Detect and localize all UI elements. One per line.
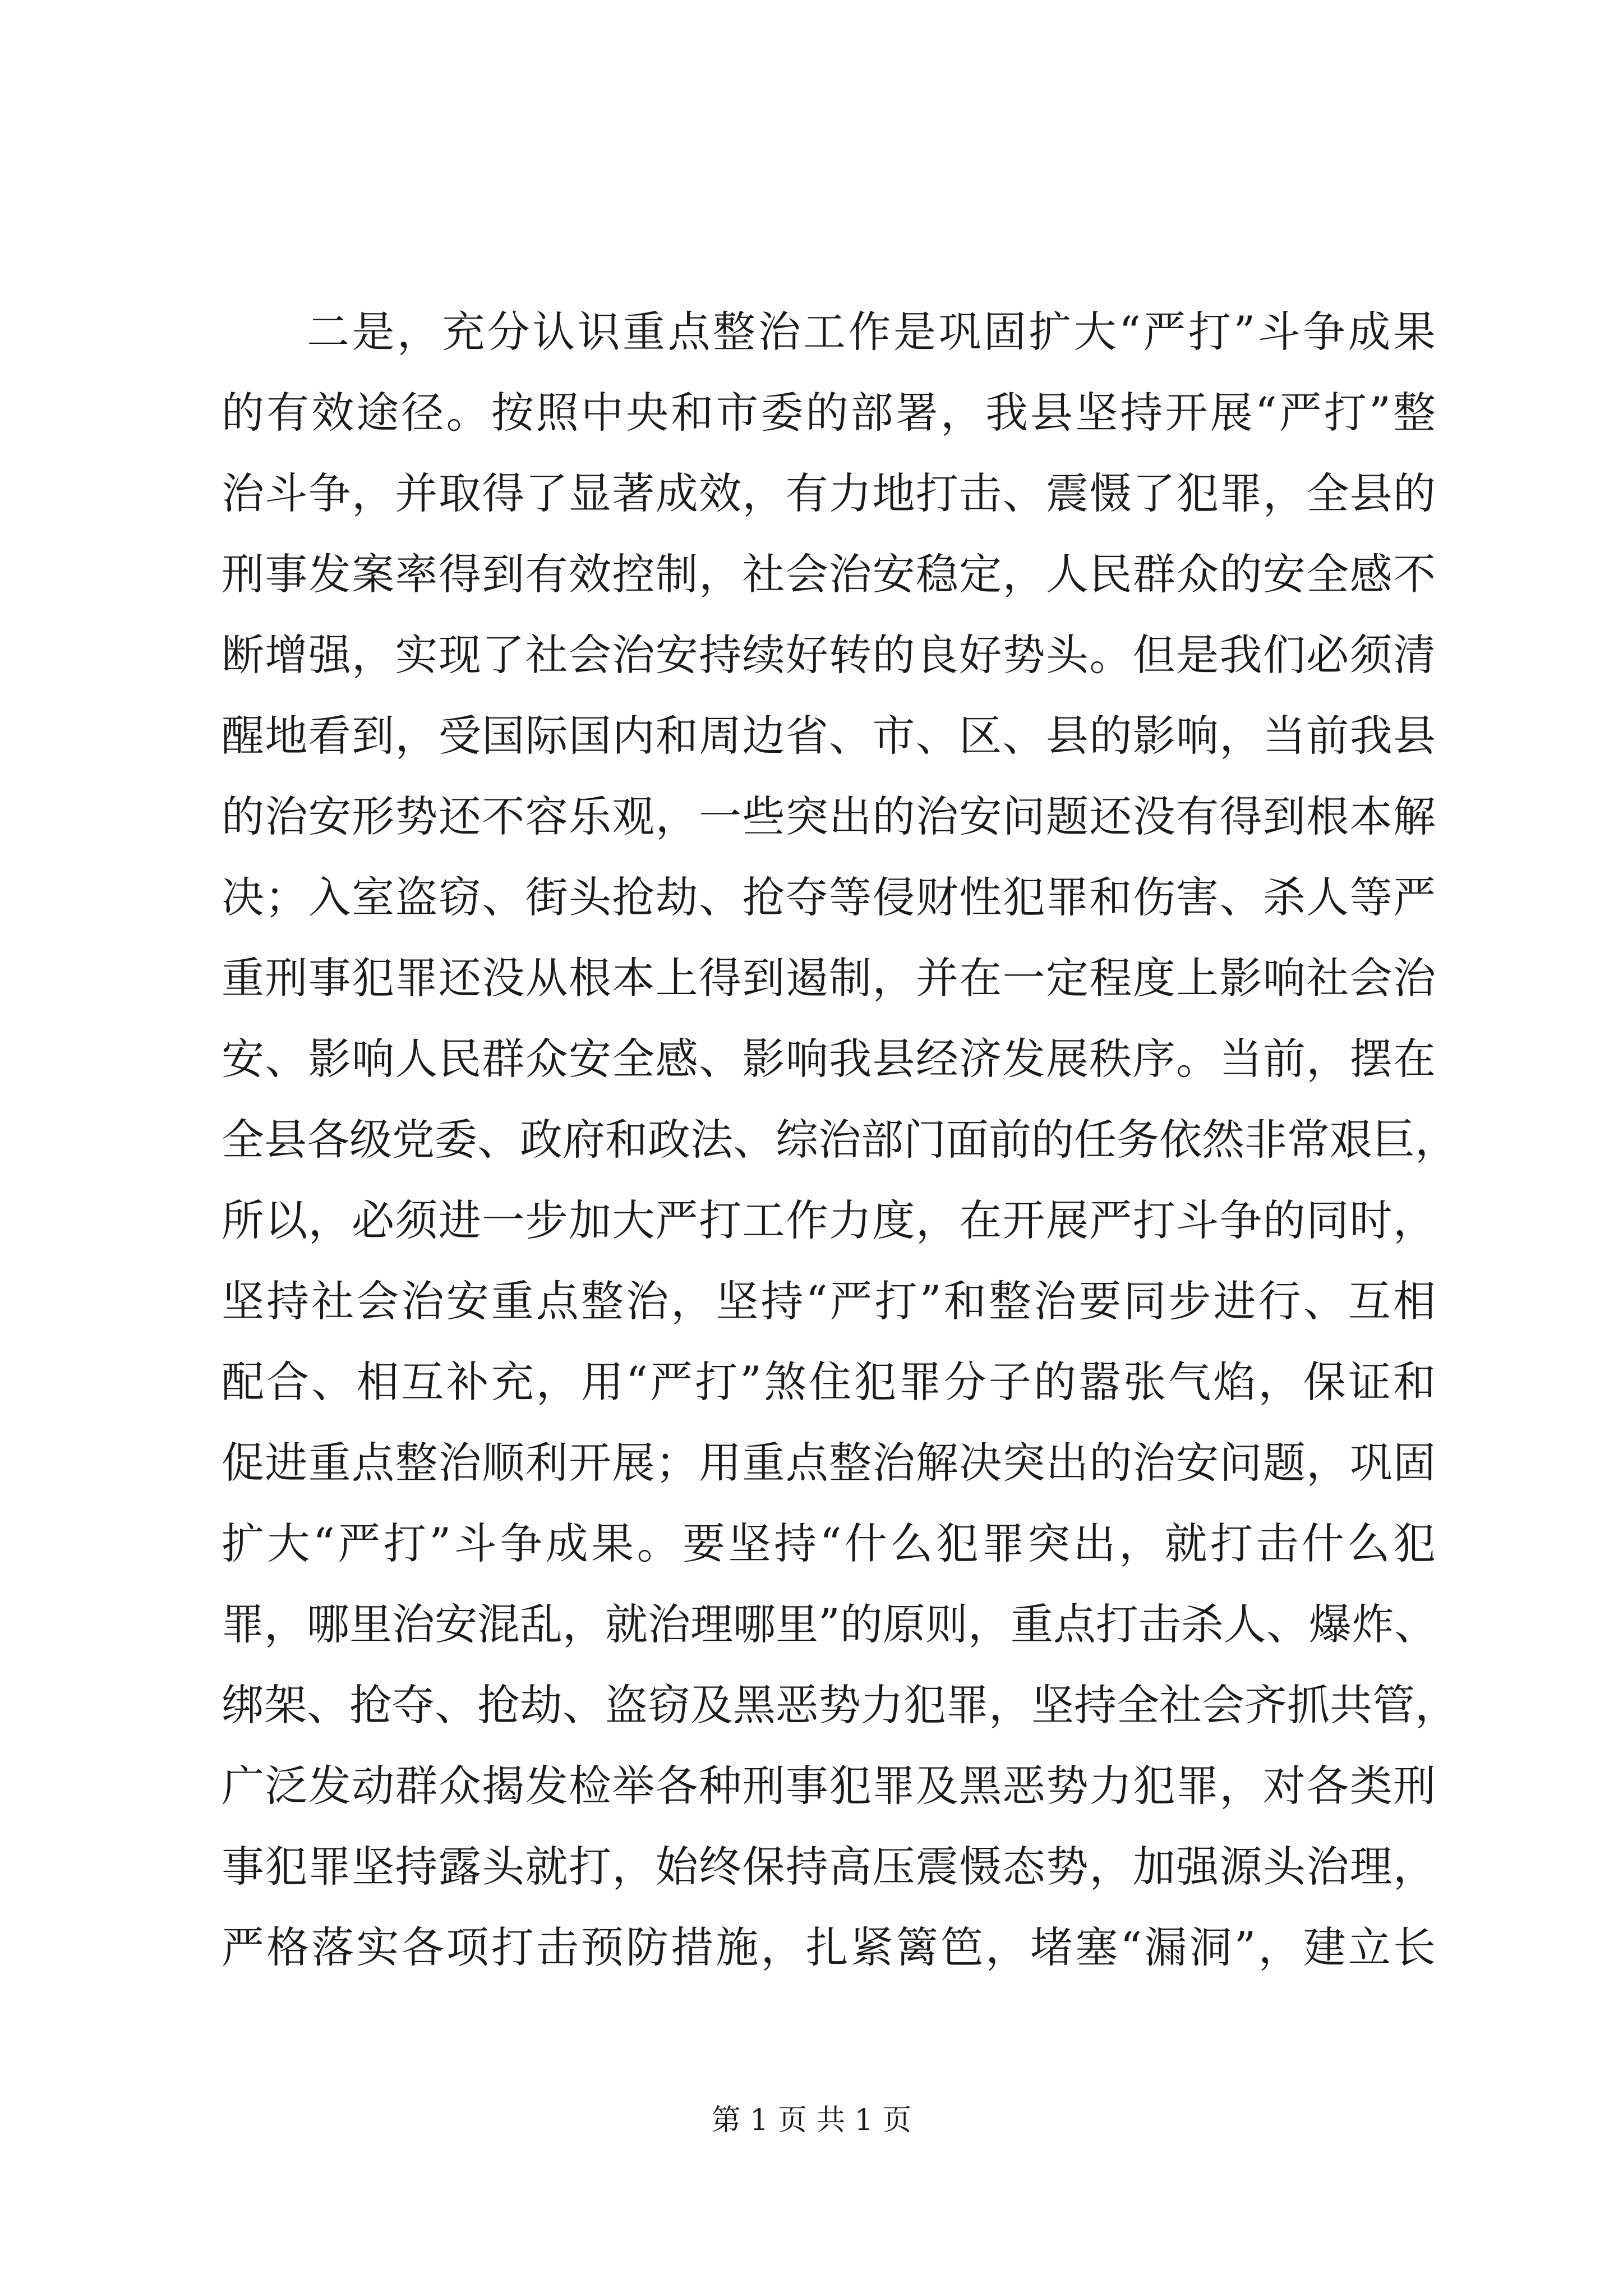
- paragraph-line: 扩大“严打”斗争成果。要坚持“什么犯罪突出，就打击什么犯: [222, 1519, 1436, 1568]
- paragraph-line: 全县各级党委、政府和政法、综治部门面前的任务依然非常艰巨，: [222, 1115, 1458, 1165]
- body-paragraph: [222, 292, 1458, 1988]
- paragraph-line: 刑事发案率得到有效控制，社会治安稳定，人民群众的安全感不: [222, 549, 1436, 599]
- paragraph-line: 所以，必须进一步加大严打工作力度，在开展严打斗争的同时，: [222, 1195, 1436, 1245]
- paragraph-line: 断增强，实现了社会治安持续好转的良好势头。但是我们必须清: [222, 630, 1436, 680]
- paragraph-line: 绑架、抢夺、抢劫、盗窃及黑恶势力犯罪，坚持全社会齐抓共管，: [222, 1680, 1458, 1730]
- paragraph-line: 配合、相互补充，用“严打”煞住犯罪分子的嚣张气焰，保证和: [222, 1357, 1436, 1407]
- paragraph-line: 决；入室盗窃、街头抢劫、抢夺等侵财性犯罪和伤害、杀人等严: [222, 872, 1436, 922]
- paragraph-line: 的治安形势还不容乐观，一些突出的治安问题还没有得到根本解: [222, 792, 1436, 841]
- paragraph-line: 重刑事犯罪还没从根本上得到遏制，并在一定程度上影响社会治: [222, 953, 1436, 1003]
- paragraph-line: 广泛发动群众揭发检举各种刑事犯罪及黑恶势力犯罪，对各类刑: [222, 1761, 1436, 1811]
- paragraph-line: 治斗争，并取得了显著成效，有力地打击、震慑了犯罪，全县的: [222, 468, 1436, 518]
- paragraph-line: 事犯罪坚持露头就打，始终保持高压震慑态势，加强源头治理，: [222, 1842, 1436, 1892]
- page-footer: 第 1 页 共 1 页: [711, 2104, 912, 2137]
- paragraph-line: 促进重点整治顺利开展；用重点整治解决突出的治安问题，巩固: [222, 1438, 1436, 1488]
- paragraph-line: 的有效途径。按照中央和市委的部署，我县坚持开展“严打”整: [222, 388, 1436, 438]
- paragraph-line: 醒地看到，受国际国内和周边省、市、区、县的影响，当前我县: [222, 711, 1436, 761]
- paragraph-line: 安、影响人民群众安全感、影响我县经济发展秩序。当前，摆在: [222, 1034, 1436, 1084]
- paragraph-line: 二是，充分认识重点整治工作是巩固扩大“严打”斗争成果: [307, 307, 1436, 357]
- paragraph-line: 严格落实各项打击预防措施，扎紧篱笆，堵塞“漏洞”，建立长: [222, 1922, 1436, 1972]
- paragraph-line: 坚持社会治安重点整治，坚持“严打”和整治要同步进行、互相: [222, 1276, 1436, 1326]
- paragraph-line: 罪，哪里治安混乱，就治理哪里”的原则，重点打击杀人、爆炸、: [222, 1599, 1437, 1649]
